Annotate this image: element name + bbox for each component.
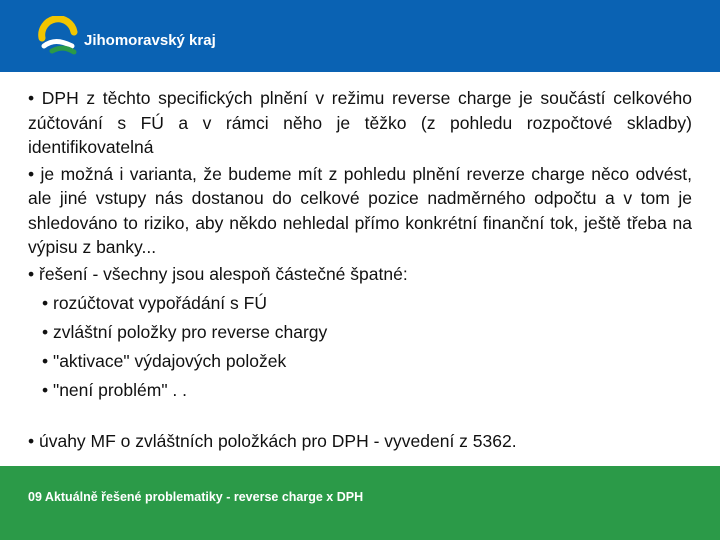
footer-bar xyxy=(0,466,720,540)
bullet-2: • je možná i varianta, že budeme mít z pohledu plnění reverze charge něco odvést, ale jiné vstupy nás dostanou do celkové pozice nadměrného odpočtu a v tom je shledováno to riziko, aby někdo nehledal přímo konkrétní finanční tok, ještě třeba na výpisu z banky... xyxy=(28,163,692,257)
bullet-4: • úvahy MF o zvláštních položkách pro DPH - vyvedení z 5362. xyxy=(28,431,517,451)
bullet-1: • DPH z těchto specifických plnění v režimu reverse charge je součástí celkového zúčtování s FÚ a v rámci něho je těžko (z pohledu rozpočtové skladby) identifikovatelná xyxy=(28,88,692,157)
sub-bullet-list xyxy=(42,291,692,407)
region-logo-icon xyxy=(38,16,78,56)
footer-title: 09 Aktuálně řešené problematiky - reverse charge x DPH xyxy=(28,490,364,504)
bullet-3: • řešení - všechny jsou alespoň částečné špatné: xyxy=(28,263,408,284)
sub-bullet-2: • zvláštní položky pro reverse chargy xyxy=(42,322,328,342)
sub-bullet-3: • "aktivace" výdajových položek xyxy=(42,351,287,371)
sub-bullet-4: • "není problém" . . xyxy=(42,380,188,400)
slide-content xyxy=(28,86,692,454)
sub-bullet-1: • rozúčtovat vypořádání s FÚ xyxy=(42,293,267,313)
jihomoravsky-kraj-logo xyxy=(38,14,216,58)
logo-text: Jihomoravský kraj xyxy=(84,31,216,49)
header-bar xyxy=(0,0,720,72)
